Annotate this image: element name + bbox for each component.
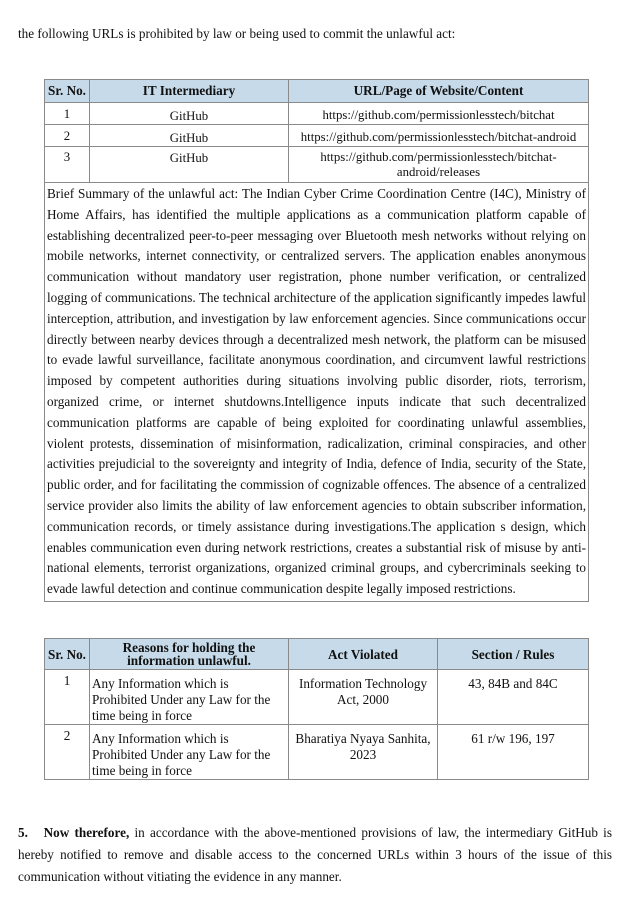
reason-cell: Any Information which is Prohibited Under any Law for the time being in force <box>90 670 289 725</box>
intro-text: the following URLs is prohibited by law or being used to commit the unlawful act: <box>18 26 456 41</box>
act-violated-cell: Bharatiya Nyaya Sanhita, 2023 <box>289 725 438 780</box>
sr-no-cell: 1 <box>45 670 90 725</box>
header-sr-no: Sr. No. <box>45 639 90 670</box>
header-it-intermediary: IT Intermediary <box>90 80 289 103</box>
header-reasons: Reasons for holding the information unlawful. <box>90 639 289 670</box>
act-violated-cell: Information Technology Act, 2000 <box>289 670 438 725</box>
violations-table <box>44 638 589 780</box>
paragraph-body: in accordance with the above-mentioned provisions of law, the intermediary GitHub is hereby notified to remove and disable access to the concerned URLs within 3 hours of the issue of this communication without vitiating the evidence in any manner. <box>18 825 612 884</box>
intermediary-cell: GitHub <box>90 103 289 125</box>
paragraph-number: 5. <box>18 825 28 840</box>
table-row <box>45 670 589 725</box>
url-cell: https://github.com/permissionlesstech/bitchat <box>289 103 589 125</box>
final-paragraph <box>18 822 612 888</box>
sr-no-cell: 2 <box>45 125 90 147</box>
section-cell: 61 r/w 196, 197 <box>438 725 589 780</box>
reason-cell: Any Information which is Prohibited Under any Law for the time being in force <box>90 725 289 780</box>
table-row <box>45 147 589 183</box>
url-cell: https://github.com/permissionlesstech/bitchat-android <box>289 125 589 147</box>
header-sr-no: Sr. No. <box>45 80 90 103</box>
intermediary-cell: GitHub <box>90 125 289 147</box>
header-section-rules: Section / Rules <box>438 639 589 670</box>
urls-table <box>44 79 589 602</box>
sr-no-cell: 3 <box>45 147 90 183</box>
unlawful-act-summary: Brief Summary of the unlawful act: The Indian Cyber Crime Coordination Centre (I4C), Ministry of Home Affairs, has identified the multiple applications as a communication platform capable of establishing decentralized peer-to-peer messaging over Bluetooth mesh networks without relying on mobile networks, internet connectivity, or centralized servers. The application enables anonymous communication without mandatory user registration, phone number verification, or centralized logging of communications. The technical architecture of the application significantly impedes lawful interception, attribution, and investigation by law enforcement agencies. Since communications occur directly between nearby devices through a decentralized mesh network, the platform can be misused to evade lawful surveillance, facilitate anonymous coordination, and circumvent lawful restrictions imposed by competent authorities during situations involving public disorder, riots, terrorism, organized crime, or internet shutdowns.Intelligence inputs indicate that such decentralized communication platforms are capable of being exploited for coordinating unlawful assemblies, violent protests, dissemination of misinformation, radicalization, criminal conspiracies, and other activities prejudicial to the sovereignty and integrity of India, defence of India, security of the State, public order, and for facilitating the commission of cognizable offences. The absence of a centralized service provider also limits the ability of law enforcement agencies to obtain subscriber information, communication records, or timely assistance during investigations.The application s design, which enables communication even during network restrictions, creates a substantial risk of misuse by anti-national elements, terrorist organizations, organized criminal groups, and cybercriminals seeking to evade lawful detection and continue communication despite legally imposed restrictions. <box>45 183 589 602</box>
header-act-violated: Act Violated <box>289 639 438 670</box>
url-cell: https://github.com/permissionlesstech/bitchat-android/releases <box>289 147 589 183</box>
table-row <box>45 725 589 780</box>
sr-no-cell: 1 <box>45 103 90 125</box>
paragraph-lead: Now therefore, <box>43 825 130 840</box>
section-cell: 43, 84B and 84C <box>438 670 589 725</box>
table-row <box>45 103 589 125</box>
sr-no-cell: 2 <box>45 725 90 780</box>
table-header-row <box>45 639 589 670</box>
header-url: URL/Page of Website/Content <box>289 80 589 103</box>
intermediary-cell: GitHub <box>90 147 289 183</box>
summary-row <box>45 183 589 602</box>
table-row <box>45 125 589 147</box>
table-header-row <box>45 80 589 103</box>
